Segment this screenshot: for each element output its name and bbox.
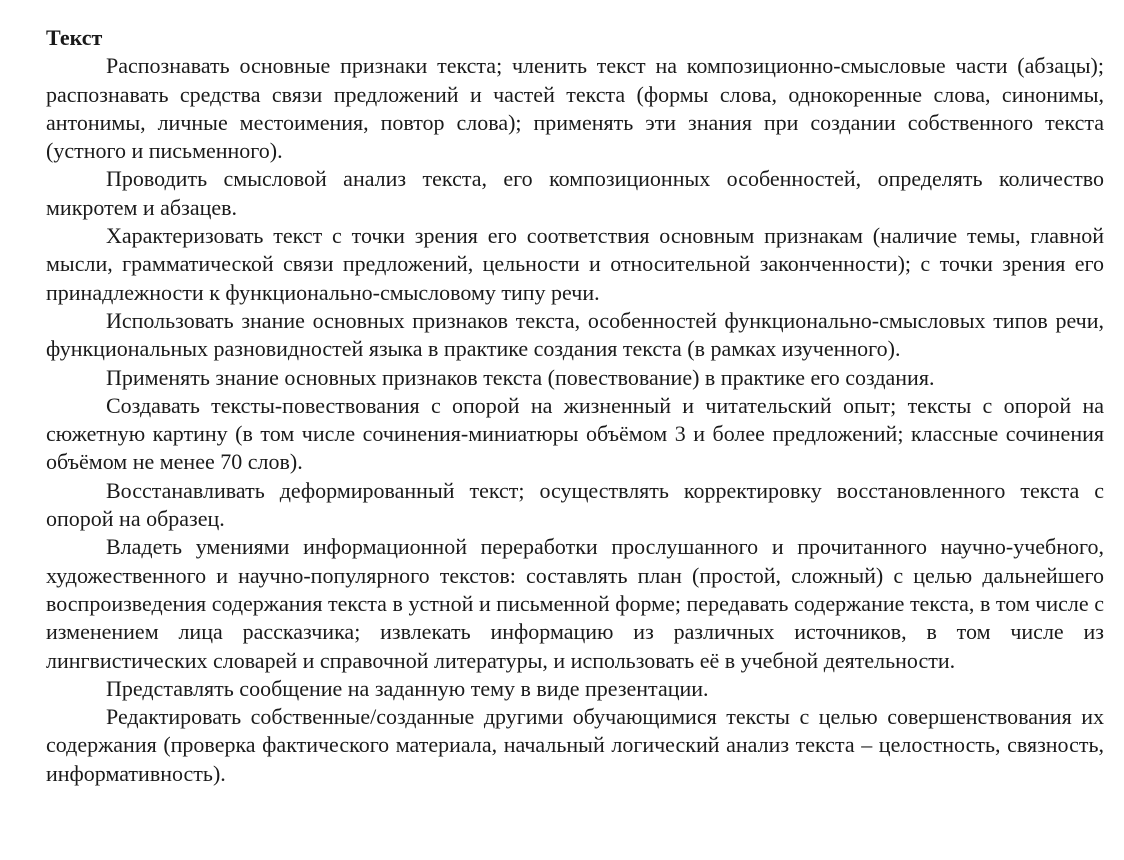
paragraph-use-knowledge: Использовать знание основных признаков текста, особенностей функционально-смысловых типов речи, функциональных разновидностей языка в практике создания текста (в рамках изученного).: [46, 307, 1104, 362]
paragraph-characterize-text: Характеризовать текст с точки зрения его соответствия основным признакам (наличие темы, главной мысли, грамматической связи предложений, цельности и относительной законченности); с точки зрения его принадлежности к функционально-смысловому типу речи.: [46, 223, 1104, 305]
paragraph-editing: Редактировать собственные/созданные другими обучающимися тексты с целью совершенствования их содержания (проверка фактического материала, начальный логический анализ текста – целостность, связность, информативность).: [46, 704, 1104, 786]
paragraph-information-processing: Владеть умениями информационной переработки прослушанного и прочитанного научно-учебного, художественного и научно-популярного текстов: составлять план (простой, сложный) с целью дальнейшего воспроизведения содержания текста в устной и письменной форме; передавать содержание текста, в том числе с изменением лица рассказчика; извлекать информацию из различных источников, в том числе из лингвистических словарей и справочной литературы, и использовать её в учебной деятельности.: [46, 534, 1104, 673]
paragraph-semantic-analysis: Проводить смысловой анализ текста, его композиционных особенностей, определять количество микротем и абзацев.: [46, 166, 1104, 220]
paragraph-recognize-text-features: Распознавать основные признаки текста; членить текст на композиционно-смысловые части (абзацы); распознавать средства связи предложений и частей текста (формы слова, однокоренные слова, синонимы, антонимы, личные местоимения, повтор слова); применять эти знания при создании собственного текста (устного и письменного).: [46, 53, 1104, 164]
paragraph-apply-narration: Применять знание основных признаков текста (повествование) в практике его создания.: [106, 364, 935, 390]
paragraph-restore-text: Восстанавливать деформированный текст; осуществлять корректировку восстановленного текста с опорой на образец.: [46, 477, 1104, 532]
paragraph-presentation: Представлять сообщение на заданную тему в виде презентации.: [106, 675, 709, 701]
section-heading: Текст: [46, 25, 103, 50]
paragraph-create-narratives: Создавать тексты-повествования с опорой на жизненный и читательский опыт; тексты с опорой на сюжетную картину (в том числе сочинения-миниатюры объёмом 3 и более предложений; классные сочинения объёмом не менее 70 слов).: [46, 392, 1104, 475]
